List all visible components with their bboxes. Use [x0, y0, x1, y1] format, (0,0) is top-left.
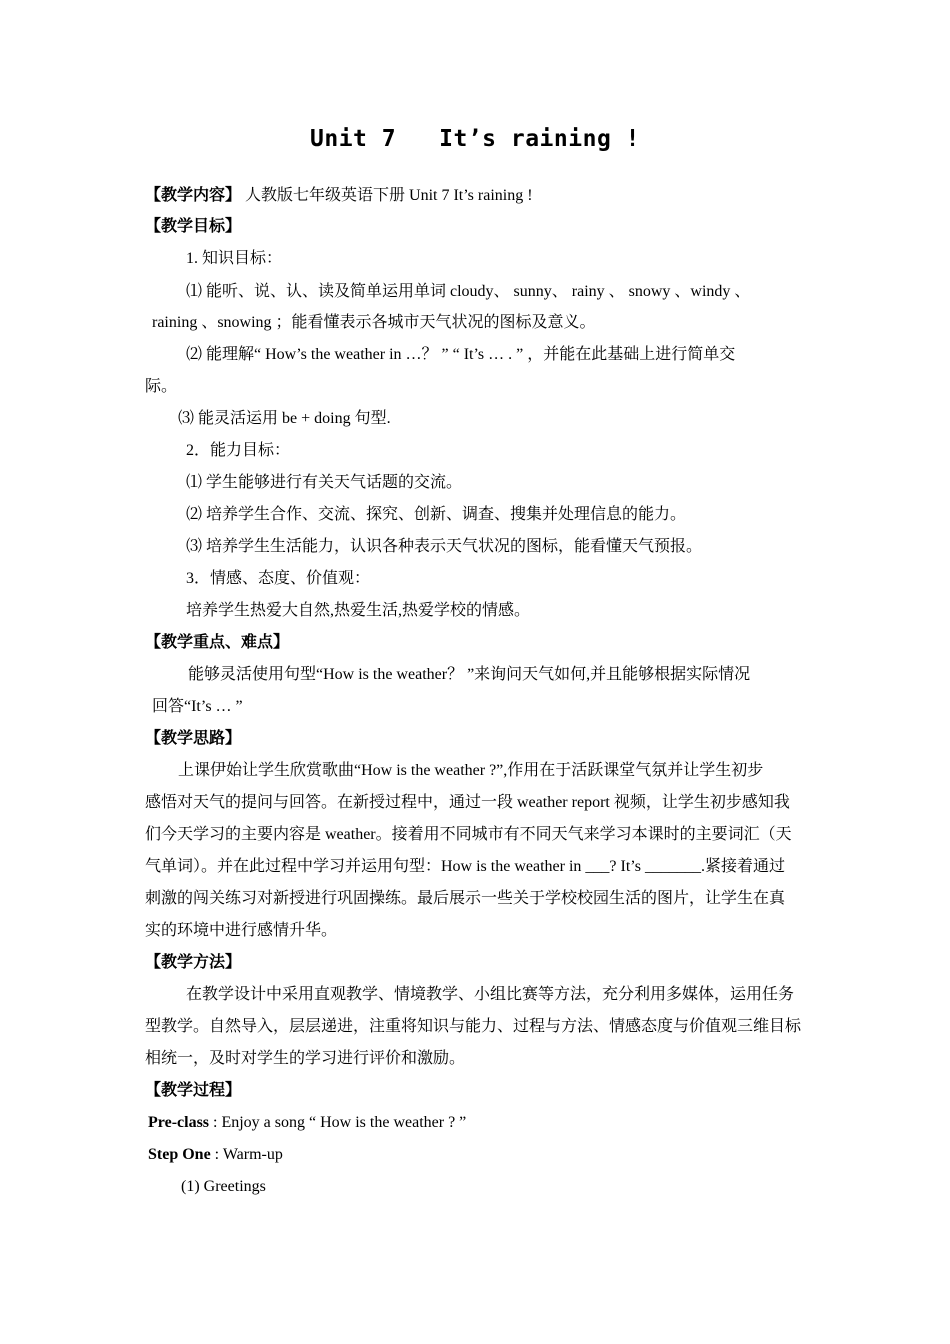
ability-goal-3: ⑶ 培养学生生活能力，认识各种表示天气状况的图标，能看懂天气预报。 — [186, 538, 703, 555]
goals-label: 【教学目标】 — [145, 218, 242, 235]
method-line-1: 在教学设计中采用直观教学、情境教学、小组比赛等方法，充分利用多媒体，运用任务 — [186, 986, 795, 1003]
knowledge-goal-1a: ⑴ 能听、说、认、读及简单运用单词 cloudy、 sunny、 rainy 、 snowy 、windy 、 — [186, 283, 751, 300]
method-line-3: 相统一，及时对学生的学习进行评价和激励。 — [145, 1050, 466, 1067]
pre-class-label: Pre-class — [148, 1114, 210, 1131]
knowledge-goal-3: ⑶ 能灵活运用 be + doing 句型. — [178, 410, 391, 427]
pre-class-line — [148, 1113, 466, 1133]
pre-class-text: : Enjoy a song “ How is the weather ? ” — [209, 1114, 467, 1131]
key-points-label: 【教学重点、难点】 — [145, 634, 290, 651]
idea-line-6: 实的环境中进行感情升华。 — [145, 922, 338, 939]
step-one-line — [148, 1145, 283, 1165]
idea-line-4: 气单词）。并在此过程中学习并运用句型：How is the weather in ___? It’s _______.紧接着通过 — [145, 858, 785, 875]
page-title: Unit 7 It’s raining ! — [310, 126, 640, 152]
ability-goal-1: ⑴ 学生能够进行有关天气话题的交流。 — [186, 474, 463, 491]
key-points-line-2: 回答“It’s … ” — [152, 698, 243, 715]
knowledge-goal-1b: raining 、snowing ；能看懂表示各城市天气状况的图标及意义。 — [152, 314, 596, 331]
knowledge-goal-2b: 际。 — [145, 378, 178, 395]
knowledge-goal-2a: ⑵ 能理解“ How’s the weather in …？ ” “ It’s … . ” ，并能在此基础上进行简单交 — [186, 346, 736, 363]
idea-line-3: 们今天学习的主要内容是 weather。接着用不同城市有不同天气来学习本课时的主要词汇（天 — [145, 826, 792, 843]
content-line — [145, 186, 533, 206]
process-label: 【教学过程】 — [145, 1082, 242, 1099]
emotion-goal-1: 培养学生热爱大自然,热爱生活,热爱学校的情感。 — [186, 602, 531, 619]
ability-goal-heading: 2．能力目标： — [186, 442, 291, 459]
key-points-line-1: 能够灵活使用句型“How is the weather？ ”来询问天气如何,并且能够根据实际情况 — [188, 666, 751, 683]
method-line-2: 型教学。自然导入，层层递进，注重将知识与能力、过程与方法、情感态度与价值观三维目标 — [145, 1018, 802, 1035]
idea-line-2: 感悟对天气的提问与回答。在新授过程中，通过一段 weather report 视频，让学生初步感知我 — [145, 794, 790, 811]
content-text: 人教版七年级英语下册 Unit 7 It’s raining ! — [241, 187, 533, 204]
method-label: 【教学方法】 — [145, 954, 242, 971]
step-one-text: : Warm-up — [210, 1146, 283, 1163]
idea-line-5: 刺激的闯关练习对新授进行巩固操练。最后展示一些关于学校校园生活的图片，让学生在真 — [145, 890, 786, 907]
step-one-label: Step One — [148, 1146, 211, 1163]
ability-goal-2: ⑵ 培养学生合作、交流、探究、创新、调查、搜集并处理信息的能力。 — [186, 506, 687, 523]
knowledge-goal-heading: 1. 知识目标： — [186, 250, 283, 267]
emotion-goal-heading: 3．情感、态度、价值观： — [186, 570, 371, 587]
greetings-line: (1) Greetings — [181, 1178, 266, 1195]
content-label: 【教学内容】 — [145, 187, 242, 204]
idea-line-1: 上课伊始让学生欣赏歌曲“How is the weather ?”,作用在于活跃课堂气氛并让学生初步 — [178, 762, 764, 779]
idea-label: 【教学思路】 — [145, 730, 242, 747]
